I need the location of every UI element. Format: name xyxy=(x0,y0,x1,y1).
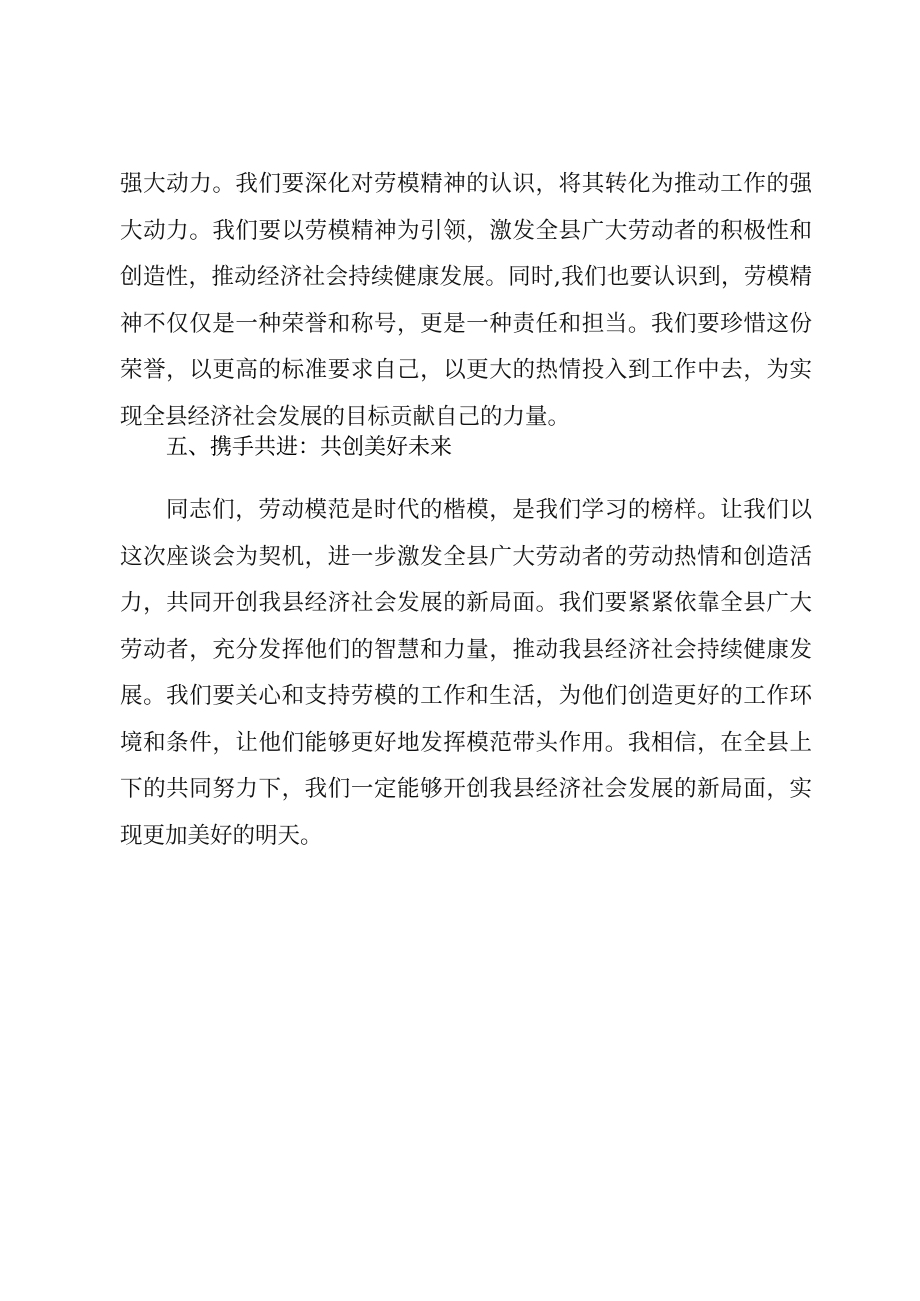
paragraph-2-line-3: 力，共同开创我县经济社会发展的新局面。我们要紧紧依靠全县广大 xyxy=(120,590,812,616)
paragraph-2-line-5: 展。我们要关心和支持劳模的工作和生活，为他们创造更好的工作环 xyxy=(120,683,812,709)
paragraph-2-line-4: 劳动者，充分发挥他们的智慧和力量，推动我县经济社会持续健康发 xyxy=(120,637,812,663)
paragraph-1-line-1: 强大动力。我们要深化对劳模精神的认识，将其转化为推动工作的强 xyxy=(120,171,812,197)
paragraph-2-line-1: 同志们，劳动模范是时代的楷模，是我们学习的榜样。让我们以 xyxy=(166,497,812,523)
paragraph-2-line-6: 境和条件，让他们能够更好地发挥模范带头作用。我相信，在全县上 xyxy=(120,730,812,756)
paragraph-2-line-2: 这次座谈会为契机，进一步激发全县广大劳动者的劳动热情和创造活 xyxy=(120,544,812,570)
paragraph-1-line-6: 现全县经济社会发展的目标贡献自己的力量。 xyxy=(120,404,571,430)
paragraph-1-line-4: 神不仅仅是一种荣誉和称号，更是一种责任和担当。我们要珍惜这份 xyxy=(120,311,812,337)
paragraph-1-line-5: 荣誉，以更高的标准要求自己，以更大的热情投入到工作中去，为实 xyxy=(120,357,812,383)
section-heading: 五、携手共进：共创美好未来 xyxy=(166,435,453,460)
paragraph-1-line-2: 大动力。我们要以劳模精神为引领，激发全县广大劳动者的积极性和 xyxy=(120,218,812,244)
paragraph-2-line-7: 下的共同努力下，我们一定能够开创我县经济社会发展的新局面，实 xyxy=(120,776,812,802)
paragraph-1-line-3: 创造性，推动经济社会持续健康发展。同时,我们也要认识到，劳模精 xyxy=(120,264,812,290)
paragraph-2-line-8: 现更加美好的明天。 xyxy=(120,823,323,849)
